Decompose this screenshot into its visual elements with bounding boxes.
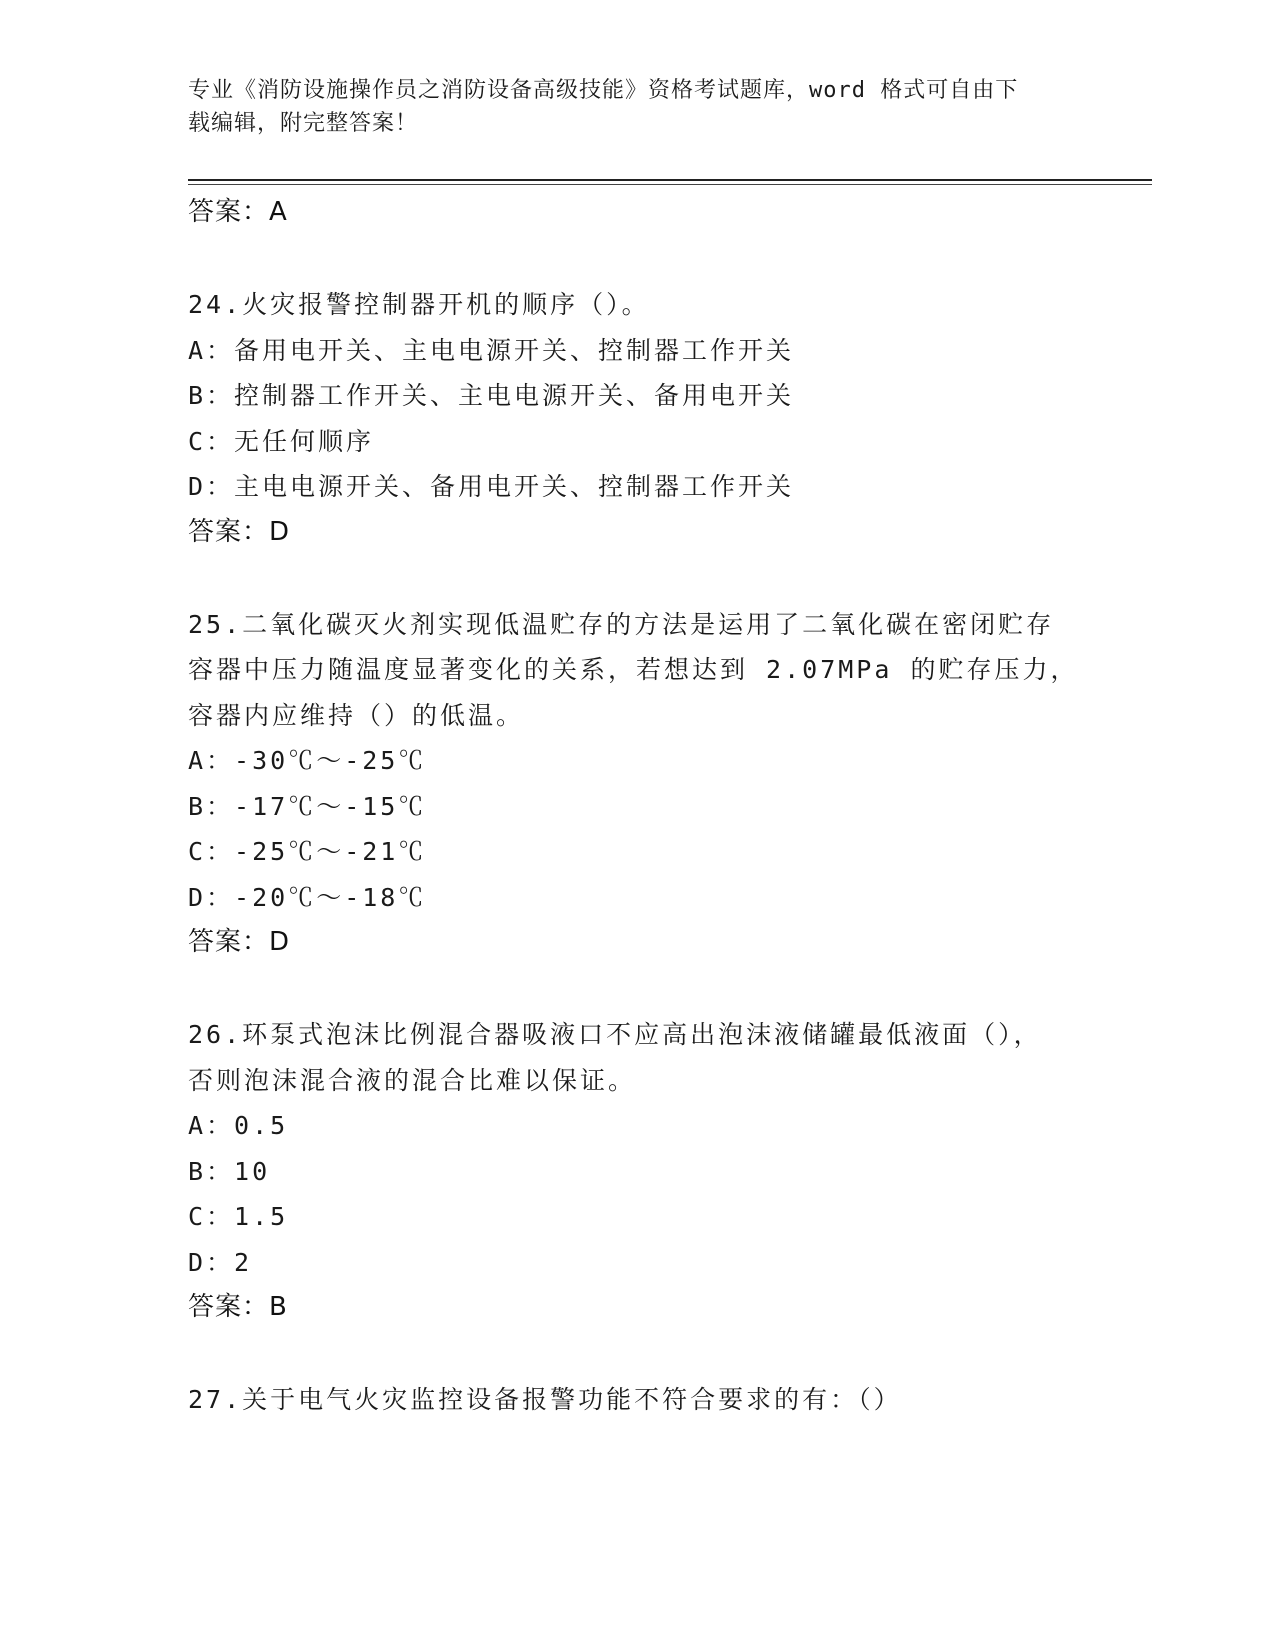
question-stem: 24.火灾报警控制器开机的顺序（）。 [188,290,650,319]
answer-line: 答案：D [188,516,291,547]
question-stem: 容器中压力随温度显著变化的关系，若想达到 2.07MPa 的贮存压力， [188,655,1079,684]
question-block [188,602,1088,966]
option-b: B：控制器工作开关、主电电源开关、备用电开关 [188,381,795,410]
option-b: B：-17℃～-15℃ [188,791,427,821]
spacer [188,965,1088,1012]
option-a: A：-30℃～-25℃ [188,746,427,775]
option-b: B：10 [188,1156,271,1186]
question-stem: 26.环泵式泡沫比例混合器吸液口不应高出泡沫液储罐最低液面（）， [188,1020,1042,1049]
question-list [188,190,1088,1423]
option-d: D：主电电源开关、备用电开关、控制器工作开关 [188,472,795,501]
answer-line: 答案：D [188,927,291,957]
question-block [188,1012,1088,1330]
document-header [188,74,1068,140]
option-a: A：备用电开关、主电电源开关、控制器工作开关 [188,335,795,365]
question-stem: 容器内应维持（）的低温。 [188,700,525,730]
option-c: C：1.5 [188,1202,289,1231]
option-c: C：无任何顺序 [188,426,375,456]
header-divider-thick [188,179,1152,181]
answer-line: 答案：A [188,197,288,227]
question-stem: 否则泡沫混合液的混合比难以保证。 [188,1065,637,1095]
question-stem: 27.关于电气火灾监控设备报警功能不符合要求的有：（） [188,1385,902,1414]
spacer [188,555,1088,602]
spacer [188,235,1088,282]
spacer [188,1330,1088,1377]
question-block [188,1377,1088,1423]
question-stem: 25.二氧化碳灭火剂实现低温贮存的方法是运用了二氧化碳在密闭贮存 [188,609,1055,639]
header-line-2: 载编辑，附完整答案！ [188,111,419,136]
option-d: D：2 [188,1247,253,1277]
option-c: C：-25℃～-21℃ [188,837,427,866]
option-d: D：-20℃～-18℃ [188,882,427,912]
header-divider-thin [188,184,1152,185]
option-a: A：0.5 [188,1111,289,1140]
question-block [188,282,1088,555]
header-line-1: 专业《消防设施操作员之消防设备高级技能》资格考试题库，word 格式可自由下 [188,78,1019,103]
answer-line: 答案：B [188,1292,288,1322]
